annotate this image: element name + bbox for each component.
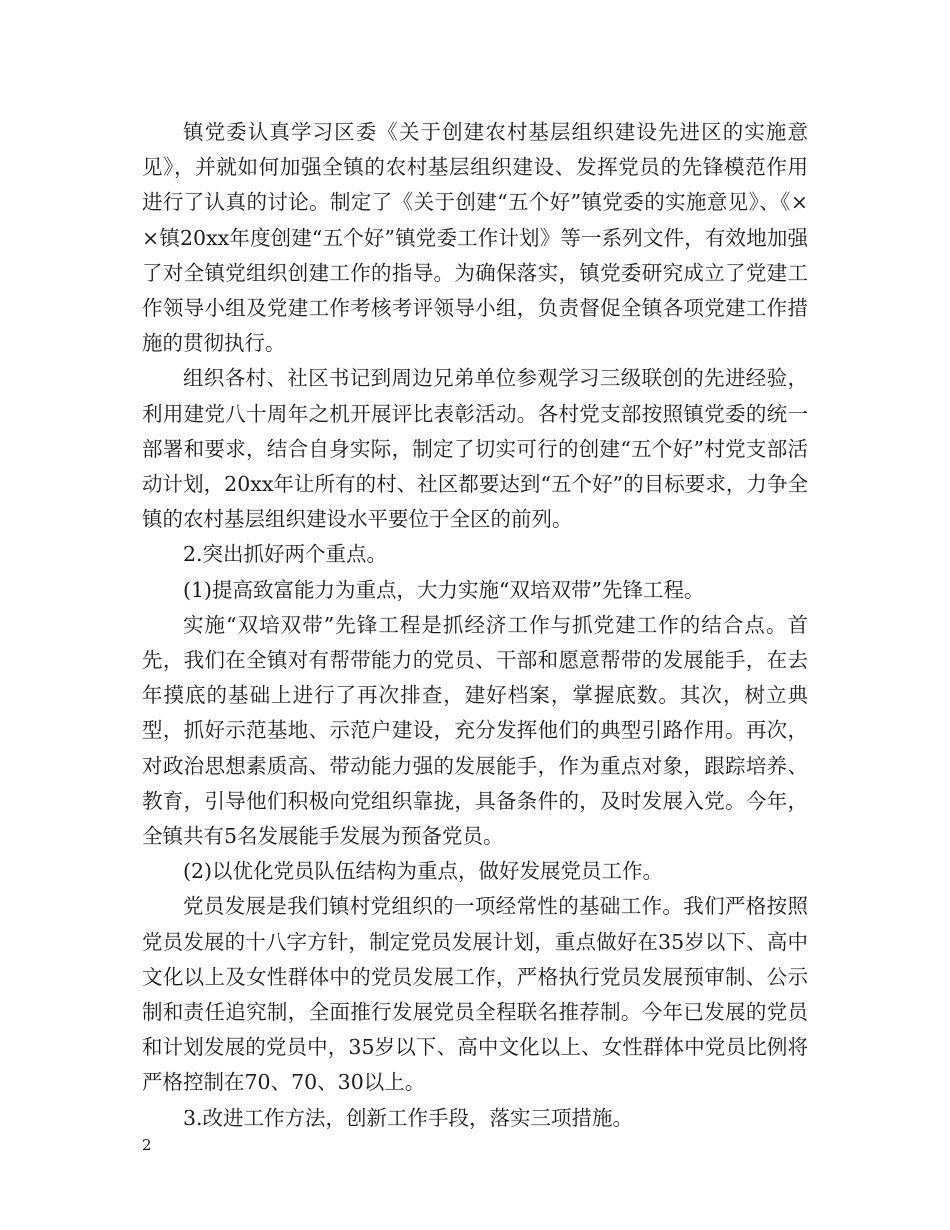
- subheading-member-structure: (2)以优化党员队伍结构为重点，做好发展党员工作。: [183, 859, 664, 884]
- paragraph-village-secretaries-visit: 组织各村、社区书记到周边兄弟单位参观学习三级联创的先进经验，利用建党八十周年之机开展评比表彰活动。各村党支部按照镇党委的统一部署和要求，结合自身实际，制定了切实可行的创建“五个好”村党支部活动计划，20xx年让所有的村、社区都要达到“五个好”的目标要求，力争全镇的农村基层组织建设水平要位于全区的前列。: [142, 366, 808, 532]
- section-heading-two-key-points: 2.突出抓好两个重点。: [183, 542, 388, 567]
- subheading-double-training-project: (1)提高致富能力为重点，大力实施“双培双带”先锋工程。: [183, 577, 705, 602]
- section-heading-three-measures: 3.改进工作方法，创新工作手段，落实三项措施。: [183, 1105, 634, 1130]
- paragraph-member-development: 党员发展是我们镇村党组织的一项经常性的基础工作。我们严格按照党员发展的十八字方针，制定党员发展计划，重点做好在35岁以下、高中文化以上及女性群体中的党员发展工作，严格执行党员发展预审制、公示制和责任追究制，全面推行发展党员全程联名推荐制。今年已发展的党员和计划发展的党员中，35岁以下、高中文化以上、女性群体中党员比例将严格控制在70、70、30以上。: [142, 894, 808, 1095]
- document-body: [142, 115, 808, 1136]
- paragraph-party-committee-study: 镇党委认真学习区委《关于创建农村基层组织建设先进区的实施意见》，并就如何加强全镇的农村基层组织建设、发挥党员的先锋模范作用进行了认真的讨论。制定了《关于创建“五个好”镇党委的实施意见》、《××镇20xx年度创建“五个好”镇党委工作计划》等一系列文件，有效地加强了对全镇党组织创建工作的指导。为确保落实，镇党委研究成立了党建工作领导小组及党建工作考核考评领导小组，负责督促全镇各项党建工作措施的贯彻执行。: [142, 120, 808, 356]
- page-number: 2: [142, 1136, 152, 1154]
- paragraph-double-training-details: 实施“双培双带”先锋工程是抓经济工作与抓党建工作的结合点。首先，我们在全镇对有帮带能力的党员、干部和愿意帮带的发展能手，在去年摸底的基础上进行了再次排查，建好档案，掌握底数。其次，树立典型，抓好示范基地、示范户建设，充分发挥他们的典型引路作用。再次，对政治思想素质高、带动能力强的发展能手，作为重点对象，跟踪培养、教育，引导他们积极向党组织靠拢，具备条件的，及时发展入党。今年，全镇共有5名发展能手发展为预备党员。: [142, 612, 808, 849]
